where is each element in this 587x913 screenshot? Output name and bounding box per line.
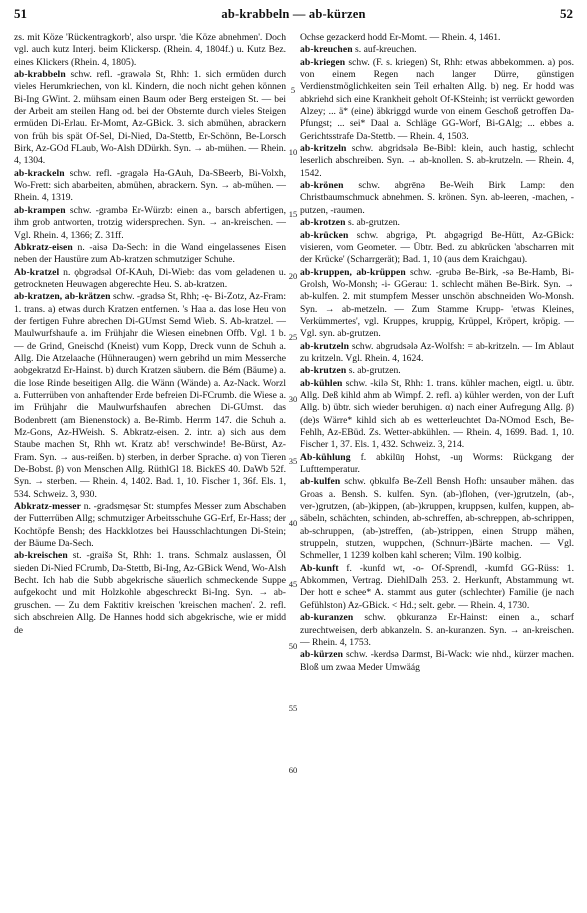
dictionary-entry bbox=[14, 242, 286, 267]
line-number: 45 bbox=[288, 579, 298, 590]
dictionary-entry bbox=[300, 44, 574, 56]
entry-headword: ab-kritzeln bbox=[300, 143, 347, 155]
dictionary-entry bbox=[14, 69, 286, 168]
entry-body: schw. refl. -gragələ Ha-GAuh, Da-SBeerb, Bi-Volxh, Wo-Frett: sich abarbeiten, abmühen, abrackern. Syn. → ab-mühen. — Rhein. 4, 1319. bbox=[14, 167, 286, 204]
entry-body: n. -aisə Da-Sech: in die Wand eingelassenes Eisen neben der Haustüre zum Ab-kratzen schmutziger Schuhe. bbox=[14, 241, 286, 266]
dictionary-entry bbox=[300, 612, 574, 649]
line-number: 60 bbox=[288, 764, 298, 775]
dictionary-entry bbox=[14, 168, 286, 205]
entry-body: schw. ǫbkuranzə Er-Hainst: einen a., scharf zurechtweisen, derb abkanzeln. S. an-kuranzen. Syn. → an-kreischen. — Rhein. 4, 1753. bbox=[300, 612, 574, 648]
entry-body: f. -kunfd wt, -o- Of-Sprendl, -kumfd GG-Rüss: 1. Abkommen, Vertrag. DiehlDalh 253. 2. Herkunft, Abstammung wt. Der hott e schee* A. stammt aus guter (schlechter) Familie (je nach Gefühlston) Az-GBick. < Hd.; selt. gebr. — Rhein. 4, 1730. bbox=[300, 562, 574, 611]
entry-headword: Ab-kratzel bbox=[14, 266, 60, 278]
line-number: 10 bbox=[288, 147, 298, 158]
dictionary-entry bbox=[300, 217, 574, 229]
entry-body: n. -gradsmęsər St: stumpfes Messer zum Abschaben der Futterrüben Allg; schmutziger Arbeitsschuhe GG-Erf, Er-Hass; der Kochtöpfe Bensh; des Hackklotzes bei Hausschlachtungen Di-Stein; der Bäume Da-Sech. bbox=[14, 501, 286, 550]
entry-headword: Abkratz-messer bbox=[14, 501, 81, 513]
dictionary-entry bbox=[300, 267, 574, 341]
entry-headword: ab-krücken bbox=[300, 229, 349, 241]
entry-headword: ab-krutzen bbox=[300, 365, 347, 377]
entry-headword: ab-kreuchen bbox=[300, 44, 353, 56]
line-number: 15 bbox=[288, 208, 298, 219]
entry-headword: ab-krampen bbox=[14, 204, 66, 216]
entry-body: schw. abgrudsələ Az-Wolfsh: = ab-kritzeln. — Im Ablaut zu kritzeln. Vgl. Rhein. 4, 1624. bbox=[300, 340, 574, 364]
entry-headword: ab-kulfen bbox=[300, 476, 341, 488]
line-number: 20 bbox=[288, 270, 298, 281]
entry-headword: ab-krutzeln bbox=[300, 340, 350, 352]
entry-headword: ab-kuranzen bbox=[300, 612, 354, 624]
entry-headword: ab-kratzen, ab-krätzen bbox=[14, 291, 111, 303]
line-number: 5 bbox=[290, 85, 296, 96]
right-column bbox=[300, 32, 574, 674]
entry-body: st. -graišə St, Rhh: 1. trans. Schmalz auslassen, Öl sieden Di-Nied FCrumb, Da-Stettb, Bi-Ing, Az-GBick Wend, Wo-Alsh Becht. Ich hab die Subb abgekrische säuerlich schmeckende Suppe aufgekocht und mit Holzkohle abgeschreckt Bi-Ing. Syn. → ab-gruschen. — Zu dem Faktitiv kreischen 'kreischen machen'. 2. refl. sich abschreien Allg. De Hannes hodd sich abgekrische, wie er midd de bbox=[14, 550, 286, 636]
dictionary-entry bbox=[14, 550, 286, 636]
entry-body: f. abkilūŋ Hohst, -uŋ Worms: Rückgang der Lufttemperatur. bbox=[300, 451, 574, 476]
dictionary-entry bbox=[300, 32, 574, 44]
dictionary-entry bbox=[14, 267, 286, 292]
entry-body: Ochse gezackerd hodd Er-Momt. — Rhein. 4, 1461. bbox=[300, 32, 501, 43]
entry-body: zs. mit Köze 'Rückentragkorb', also urspr. 'die Köze abnehmen'. Doch vgl. auch kutz Interj. beim Klickersp. (Rhein. 4, 1804f.) u. Kutz Bez. eines Klickers (Rhein. 4, 1805). bbox=[14, 32, 286, 68]
entry-headword: ab-kühlen bbox=[300, 377, 343, 389]
entry-headword: ab-kürzen bbox=[300, 649, 344, 661]
entry-headword: ab-kriegen bbox=[300, 56, 346, 68]
dictionary-entry bbox=[300, 143, 574, 180]
page-header bbox=[14, 6, 573, 26]
entry-body: schw. (F. s. kriegen) St, Rhh: etwas abbekommen. a) pos. von einem Regen nach langer Dürre, günstigen Verdienstmöglichkeiten sein Teil erhalten Allg. b) neg. Er hodd was abkriehd sich eine Krankheit geholt Of-KSteinh; ist verrückt geworden Alzey; ... ä* (eine) äbkriggd wurde von einem Geschoß getroffen Da-Pfungst; ... sei* Daal a. Schläge GG-Worf, Bi-GAlg; ... ebbes a. Gerichtsstrafe Da-Stettb. — Rhein. 4, 1503. bbox=[300, 56, 574, 142]
running-title: ab-krabbeln — ab-kürzen bbox=[221, 7, 366, 21]
line-number: 50 bbox=[288, 641, 298, 652]
dictionary-entry bbox=[14, 32, 286, 69]
line-number: 40 bbox=[288, 517, 298, 528]
dictionary-entry bbox=[14, 205, 286, 242]
line-number: 55 bbox=[288, 702, 298, 713]
entry-body: schw. abgrēnə Be-Weih Birk Lamp: den Christbaumschmuck abnehmen. S. krönen. Syn. ab-leeren, -machen, -putzen, -raumen. bbox=[300, 180, 574, 216]
dictionary-entry bbox=[300, 649, 574, 674]
entry-body: s. auf-kreuchen. bbox=[352, 44, 417, 56]
entry-body: schw. -gradsə St, Rhh; -ę- Bi-Zotz, Az-Fram: 1. trans. a) etwas durch Kratzen entfernen. 's Haa a. das lose Heu von der fertigen Fuhre abrechen Di-GUmst Semd Wieb. S. Ab-kratzel. — Maulwurfshaufe a. im Frühjahr die Wiesen einebnen Offb. Vgl. 1 b. — de Grind, Gneischd (Kneist) vum Kopp, Dreck vunn de Schuh a. Allg. Die Atzelaache (Hühneraugen) wern gebrihd un mim Messerche aobgekratzd Er-Hainst. b) durch Kratzen säubern. die Bém (Bäume) a. die lose Rinde beseitigen Allg. die Wänn (Wände) a. Az-Nack. Worzl a. Futterrüben von anhaftender Erde befreien Di-FCrumb. die Wiese a. im Frühjahr die Maulwurfshaufen abrechen Di-GUmst. das Bodenbrett (am Bienenstock) a. Be-Rimb. Herrm 147. die Schuh a. Mz-Gons, Az-HWeish. S. Abkratz-eisen. 2. intr. a) sich aus dem Staube machen St, Rhh wt. Kratz ab! verschwinde! Be-Bürst, Az-Fram. Syn. → aus-reißen. b) sterben, in derber Sprache. α) von Tieren De-Bobst. β) von Menschen Allg. RüthlGl 18. BickES 40. DaWb 52f. Syn. → sterben. — Rhein. 4, 1402. Bad. 1, 10. Fischer 1, 36f. Els. 1, 534. Schweiz. 3, 930. bbox=[14, 291, 286, 500]
dictionary-entry bbox=[300, 230, 574, 267]
entry-headword: ab-kreischen bbox=[14, 550, 68, 562]
entry-body: schw. -grambə Er-Würzb: einen a., barsch abfertigen, ihm grob antworten, trotzig widersprechen. Syn. → an-kreischen. — Vgl. Rhein. 4, 1366; Z. 31ff. bbox=[14, 204, 286, 241]
entry-body: schw. refl. -grawələ St, Rhh: 1. sich ermüden durch vieles Herumkriechen, von kl. Kindern, die noch nicht gehen können Bi-Ing GWint. 2. mühsam einen Baum oder Berg ersteigen St. — bei der Arbeit am steilen Hang od. bei der Obsternte durch vieles Steigen ermüden Di-Erlau. Er-Momt, Az-GBick. 3. sich abmühen, abrackern von früh bis spät Of-Sel, Di-Nied, Da-Stettb, Er-Schönn, Be-Lorsch Birk, Az-GOd FLaub, Wo-Alsh DDürkh. Syn. → ab-mühen. — Rhein. 4, 1304. bbox=[14, 69, 286, 167]
entry-headword: ab-krabbeln bbox=[14, 69, 66, 81]
entry-headword: ab-kruppen, ab-krüppen bbox=[300, 266, 406, 278]
entry-body: s. ab-grutzen. bbox=[345, 217, 400, 229]
entry-body: schw. abgridsələ Be-Bibl: klein, auch hastig, schlecht leserlich abschreiben. Syn. → ab-knollen. S. ab-krutzeln. — Rhein. 4, 1542. bbox=[300, 143, 574, 179]
dictionary-entry bbox=[300, 365, 574, 377]
dictionary-entry bbox=[300, 476, 574, 562]
entry-headword: ab-krönen bbox=[300, 180, 344, 192]
entry-headword: Abkratz-eisen bbox=[14, 241, 73, 253]
line-number: 35 bbox=[288, 455, 298, 466]
line-number: 30 bbox=[288, 394, 298, 405]
dictionary-entry bbox=[300, 341, 574, 366]
entry-body: schw. -kilə St, Rhh: 1. trans. kühler machen, eigtl. u. übtr. Allg. Deß kihld ahm ab Wimpf. 2. refl. a) kühler werden, von der Luft Allg. b) übtr. sich wieder beruhigen. α) nach einer Aufregung Allg. β) (de)s Wärre* kihld sich ab es wetterleuchtet Da-NOmod Esch, Be-Fehlh, Az-EBüd. Zs. Wetter-abkühlen. — Rhein. 4, 1699. Bad. 1, 10. Fischer 1, 37. Els. 1, 432. Schweiz. 3, 214. bbox=[300, 377, 574, 451]
dictionary-entry bbox=[300, 563, 574, 612]
entry-body: n. ǫbgrədsəl Of-KAuh, Di-Wieb: das vom geladenen u. getrockneten Heuwagen abgerechte Heu. S. ab-kratzen. bbox=[14, 266, 286, 290]
entry-body: schw. -grubə Be-Birk, -sə Be-Hamb, Bi-Grolsh, Wo-Monsh; -i- GGerau: 1. schlecht mähen Be-Birk. Syn. → ab-kulfen. 2. mit stumpfem Messer unschön abschneiden Wo-Monsh. Syn. → ab-metzeln. — Zum Stamme Krupp- 'etwas Kleines, Verkümmertes', vgl. Kruppes, kruppig, Krüppel, Kröpert, kröpig. — Vgl. syn. ab-grutzen. bbox=[300, 266, 574, 340]
dictionary-entry bbox=[300, 180, 574, 217]
entry-headword: ab-krotzen bbox=[300, 217, 346, 229]
line-number: 25 bbox=[288, 332, 298, 343]
entry-body: schw. abgrigə, Pt. abgəgrigd Be-Hütt, Az-GBick: visieren, vom Geometer. — Übtr. Bed. zu abkrücken 'abscharren mit der Krücke' (Scharrgerät); Bad. 1, 10 (aus dem Kraichgau). bbox=[300, 229, 574, 266]
entry-body: s. ab-grutzen. bbox=[346, 365, 401, 377]
dictionary-entry bbox=[300, 57, 574, 143]
dictionary-entry bbox=[14, 291, 286, 501]
entry-headword: Ab-kunft bbox=[300, 562, 339, 574]
dictionary-entry bbox=[300, 452, 574, 477]
left-column bbox=[14, 32, 286, 637]
entry-headword: ab-krackeln bbox=[14, 167, 65, 179]
dictionary-entry bbox=[14, 501, 286, 550]
entry-body: schw. -kerdsə Darmst, Bi-Wack: wie nhd., kürzer machen. Bloß um zwaa Meder Umwäág bbox=[300, 649, 574, 673]
entry-headword: Ab-kühlung bbox=[300, 451, 351, 463]
entry-body: schw. ǫbkulfə Be-Zell Bensh Hofh: unsauber mähen. das Groas a. Bensh. S. kulfen. Syn. (ab-)flohen, (ver-)grutzeln, (ab-, ver-)grutzen, (ab-)kippen, (ab-)kruppen, kruppsen, kulfen, kuppen, ab-säbeln, schächten, schinden, ab-schreffen, ab-schreppen, ab-schrippen, ab-schruppen, (ab-)streffen, (ab-)strippen, einen Strupp mähen, struppeln, stutzen, wuppchen, (Schnurr-)Bärte machen. — Vgl. Schmeller, 1 1239 kolben kahl scheren; Vilm. 190 kolbig. bbox=[300, 476, 574, 562]
dictionary-entry bbox=[300, 378, 574, 452]
page-number-left: 51 bbox=[14, 6, 27, 21]
page-number-right: 52 bbox=[560, 6, 573, 21]
